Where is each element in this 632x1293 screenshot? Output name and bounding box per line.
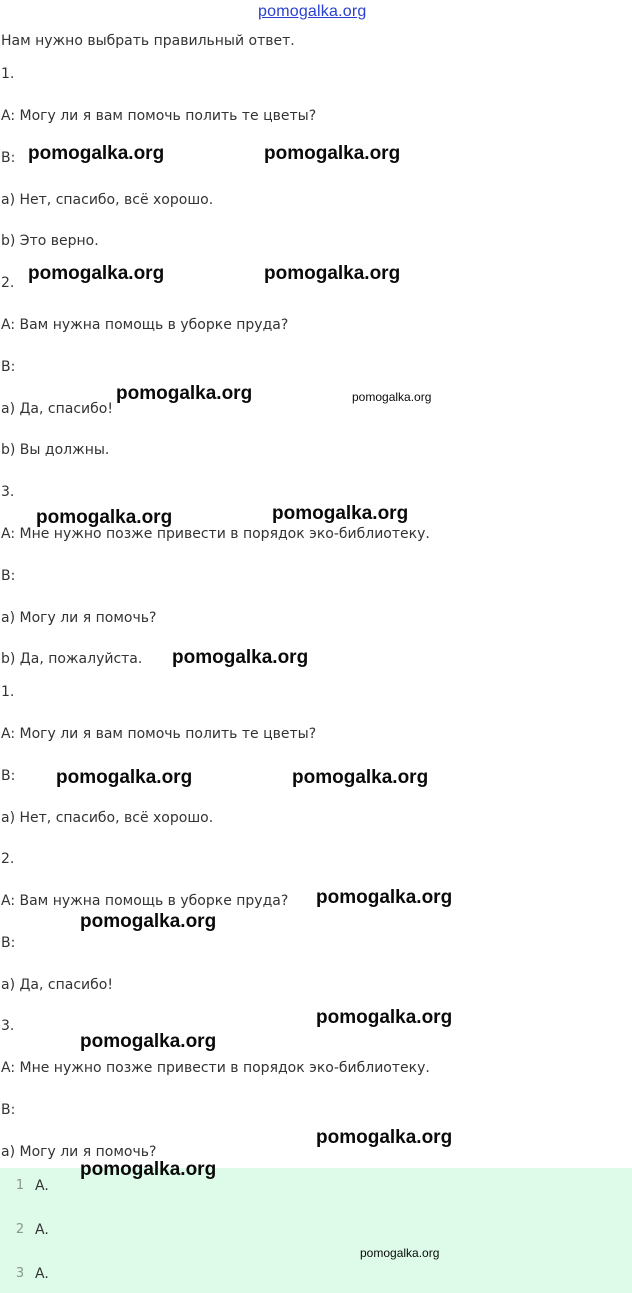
watermark: pomogalka.org: [80, 1159, 217, 1180]
watermark: pomogalka.org: [80, 911, 217, 932]
watermark: pomogalka.org: [28, 143, 165, 164]
question-text: A: Мне нужно позже привести в порядок эко-библиотеку.: [1, 1060, 430, 1076]
watermark: pomogalka.org: [360, 1246, 440, 1260]
question-text: A: Вам нужна помощь в уборке пруда?: [1, 893, 289, 909]
question-text: A: Вам нужна помощь в уборке пруда?: [1, 317, 289, 333]
option-line: a) Могу ли я помочь?: [1, 610, 157, 626]
reply-label: B:: [1, 359, 16, 375]
reply-label: B:: [1, 568, 16, 584]
option-line: a) Да, спасибо!: [1, 401, 113, 417]
watermark: pomogalka.org: [316, 887, 453, 908]
watermark: pomogalka.org: [316, 1127, 453, 1148]
answer-number: 2: [15, 1222, 25, 1237]
reply-label: B:: [1, 1102, 16, 1118]
question-number: 2.: [1, 851, 15, 867]
watermark: pomogalka.org: [264, 263, 401, 284]
answer-number: 1: [15, 1178, 25, 1193]
watermark: pomogalka.org: [272, 503, 409, 524]
answer-value: A.: [35, 1266, 49, 1282]
watermark: pomogalka.org: [28, 263, 165, 284]
option-line: b) Это верно.: [1, 233, 99, 249]
question-text: A: Могу ли я вам помочь полить те цветы?: [1, 108, 317, 124]
watermark: pomogalka.org: [36, 507, 173, 528]
option-line: a) Могу ли я помочь?: [1, 1144, 157, 1160]
answer-value: A.: [35, 1178, 49, 1194]
intro-line: Нам нужно выбрать правильный ответ.: [1, 33, 295, 49]
question-number: 3.: [1, 484, 15, 500]
question-number: 2.: [1, 275, 15, 291]
answer-panel: [0, 1168, 632, 1293]
watermark: pomogalka.org: [316, 1007, 453, 1028]
answer-value: A.: [35, 1222, 49, 1238]
watermark: pomogalka.org: [352, 390, 432, 404]
watermark: pomogalka.org: [264, 143, 401, 164]
option-line: b) Да, пожалуйста.: [1, 651, 143, 667]
reply-label: B:: [1, 150, 16, 166]
watermark: pomogalka.org: [116, 383, 253, 404]
option-line: a) Нет, спасибо, всё хорошо.: [1, 192, 214, 208]
answer-number: 3: [15, 1266, 25, 1281]
option-line: a) Нет, спасибо, всё хорошо.: [1, 810, 214, 826]
watermark: pomogalka.org: [56, 767, 193, 788]
question-number: 1.: [1, 66, 15, 82]
option-line: b) Вы должны.: [1, 442, 110, 458]
reply-label: B:: [1, 935, 16, 951]
site-header-link[interactable]: pomogalka.org: [258, 3, 367, 20]
watermark: pomogalka.org: [172, 647, 309, 668]
reply-label: B:: [1, 768, 16, 784]
question-number: 3.: [1, 1018, 15, 1034]
question-text: A: Могу ли я вам помочь полить те цветы?: [1, 726, 317, 742]
watermark: pomogalka.org: [292, 767, 429, 788]
watermark: pomogalka.org: [80, 1031, 217, 1052]
option-line: a) Да, спасибо!: [1, 977, 113, 993]
question-text: A: Мне нужно позже привести в порядок эко-библиотеку.: [1, 526, 430, 542]
question-number: 1.: [1, 684, 15, 700]
